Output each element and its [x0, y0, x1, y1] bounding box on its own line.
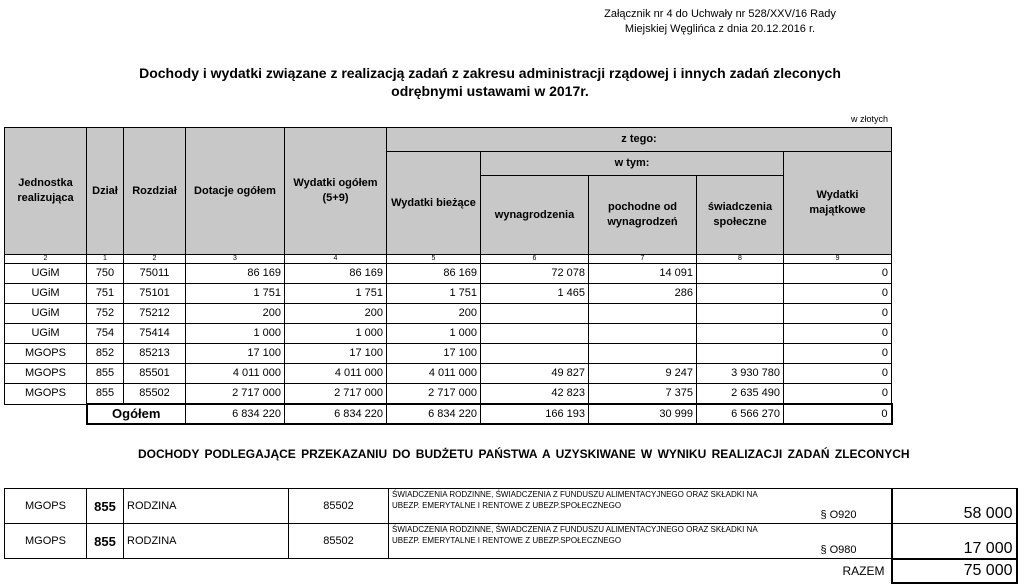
total-dotacje: 6 834 220 [186, 404, 285, 424]
table-row [5, 284, 892, 304]
total-wynagrodzenia: 166 193 [481, 404, 589, 424]
column-number-row [5, 255, 892, 264]
cell-unit: UGiM [5, 304, 87, 324]
cell-dotacje: 200 [186, 304, 285, 324]
currency-unit: w złotych [850, 114, 888, 124]
cell-pochodne: 7 375 [589, 384, 697, 405]
column-number: 3 [186, 255, 285, 264]
header-wynagrodzenia: wynagrodzenia [481, 176, 589, 255]
header-biezace: Wydatki bieżące [387, 152, 481, 255]
cell-wynagrodzenia [481, 344, 589, 364]
title-line-1: Dochody i wydatki związane z realizacją zadań z zakresu administracji rządowej i innych zadań zleconych [139, 65, 841, 81]
total-biezace: 6 834 220 [387, 404, 481, 424]
cell-wynagrodzenia [481, 324, 589, 344]
cell-swiadczenia [697, 344, 784, 364]
income-total-amount: 75 000 [892, 559, 1017, 583]
income-description: ŚWIADCZENIA RODZINNE, ŚWIADCZENIA Z FUNDUSZU ALIMENTACYJNEGO ORAZ SKŁADKI NA UBEZP. EMERYTALNE I RENTOWE Z UBEZP.SPOŁECZNEGO [389, 524, 787, 559]
column-number: 9 [784, 255, 892, 264]
header-majatkowe: Wydatki majątkowe [784, 152, 892, 255]
table-row [5, 364, 892, 384]
cell-wynagrodzenia [481, 304, 589, 324]
cell-dzial: 754 [87, 324, 124, 344]
attachment-note [560, 7, 880, 37]
header-pochodne: pochodne od wynagrodzeń [589, 176, 697, 255]
attachment-line-2: Miejskiej Węglińca z dnia 20.12.2016 r. [624, 23, 816, 35]
cell-wydatki: 1 000 [285, 324, 387, 344]
header-z-tego: z tego: [387, 128, 892, 152]
cell-majatkowe: 0 [784, 324, 892, 344]
income-dzial: 855 [87, 524, 124, 559]
cell-unit: UGiM [5, 324, 87, 344]
column-number: 5 [387, 255, 481, 264]
cell-unit: UGiM [5, 264, 87, 284]
cell-wynagrodzenia: 49 827 [481, 364, 589, 384]
table-row [5, 304, 892, 324]
cell-rozdzial: 75212 [124, 304, 186, 324]
column-number: 2 [124, 255, 186, 264]
total-pochodne: 30 999 [589, 404, 697, 424]
cell-unit: MGOPS [5, 364, 87, 384]
income-amount: 58 000 [892, 489, 1017, 524]
cell-swiadczenia [697, 264, 784, 284]
cell-biezace: 1 751 [387, 284, 481, 304]
income-name: RODZINA [124, 489, 289, 524]
cell-wydatki: 86 169 [285, 264, 387, 284]
column-number: 6 [481, 255, 589, 264]
title-line-2: odrębnymi ustawami w 2017r. [391, 83, 589, 99]
cell-wynagrodzenia: 72 078 [481, 264, 589, 284]
header-w-tym: w tym: [481, 152, 784, 176]
cell-pochodne: 9 247 [589, 364, 697, 384]
income-total-row [5, 559, 1017, 583]
column-number: 7 [589, 255, 697, 264]
cell-rozdzial: 85502 [124, 384, 186, 405]
income-paragraph: § O980 [787, 524, 892, 559]
cell-wydatki: 200 [285, 304, 387, 324]
cell-dotacje: 4 011 000 [186, 364, 285, 384]
cell-wydatki: 2 717 000 [285, 384, 387, 405]
total-majatkowe: 0 [784, 404, 892, 424]
income-row [5, 524, 1017, 559]
cell-biezace: 17 100 [387, 344, 481, 364]
total-wydatki: 6 834 220 [285, 404, 387, 424]
cell-wydatki: 17 100 [285, 344, 387, 364]
cell-biezace: 1 000 [387, 324, 481, 344]
cell-wydatki: 1 751 [285, 284, 387, 304]
cell-rozdzial: 75011 [124, 264, 186, 284]
cell-dotacje: 86 169 [186, 264, 285, 284]
income-paragraph: § O920 [787, 489, 892, 524]
cell-dzial: 750 [87, 264, 124, 284]
header-wydatki-ogolem: Wydatki ogółem (5+9) [285, 128, 387, 255]
total-swiadczenia: 6 566 270 [697, 404, 784, 424]
income-total-label: RAZEM [842, 563, 885, 578]
cell-pochodne [589, 324, 697, 344]
cell-unit: MGOPS [5, 384, 87, 405]
column-number: 2 [5, 255, 87, 264]
cell-biezace: 86 169 [387, 264, 481, 284]
income-table [4, 488, 1018, 584]
cell-majatkowe: 0 [784, 384, 892, 405]
cell-swiadczenia: 2 635 490 [697, 384, 784, 405]
income-unit: MGOPS [5, 524, 87, 559]
cell-dzial: 855 [87, 364, 124, 384]
header-unit: Jednostka realizująca [5, 128, 87, 255]
table-row [5, 384, 892, 405]
income-name: RODZINA [124, 524, 289, 559]
income-rozdzial: 85502 [289, 489, 389, 524]
cell-dzial: 855 [87, 384, 124, 405]
cell-dotacje: 2 717 000 [186, 384, 285, 405]
income-unit: MGOPS [5, 489, 87, 524]
cell-majatkowe: 0 [784, 284, 892, 304]
column-number: 1 [87, 255, 124, 264]
cell-pochodne [589, 304, 697, 324]
table-row [5, 344, 892, 364]
cell-wydatki: 4 011 000 [285, 364, 387, 384]
income-row [5, 489, 1017, 524]
cell-pochodne: 14 091 [589, 264, 697, 284]
cell-rozdzial: 75101 [124, 284, 186, 304]
cell-dzial: 852 [87, 344, 124, 364]
cell-rozdzial: 85501 [124, 364, 186, 384]
cell-pochodne: 286 [589, 284, 697, 304]
cell-majatkowe: 0 [784, 264, 892, 284]
document-title [0, 64, 980, 100]
cell-swiadczenia [697, 284, 784, 304]
header-dotacje: Dotacje ogółem [186, 128, 285, 255]
attachment-line-1: Załącznik nr 4 do Uchwały nr 528/XXV/16 Rady [604, 8, 836, 20]
table-row [5, 264, 892, 284]
income-section-title: DOCHODY PODLEGAJĄCE PRZEKAZANIU DO BUDŻETU PAŃSTWA A UZYSKIWANE W WYNIKU REALIZACJI ZADAŃ ZLECONYCH [138, 447, 910, 461]
cell-biezace: 4 011 000 [387, 364, 481, 384]
cell-wynagrodzenia: 1 465 [481, 284, 589, 304]
column-number: 4 [285, 255, 387, 264]
cell-swiadczenia: 3 930 780 [697, 364, 784, 384]
header-swiadczenia: świadczenia społeczne [697, 176, 784, 255]
table-row [5, 324, 892, 344]
cell-rozdzial: 75414 [124, 324, 186, 344]
cell-unit: UGiM [5, 284, 87, 304]
column-number: 8 [697, 255, 784, 264]
income-dzial: 855 [87, 489, 124, 524]
total-label: Ogółem [87, 404, 186, 424]
income-description: ŚWIADCZENIA RODZINNE, ŚWIADCZENIA Z FUNDUSZU ALIMENTACYJNEGO ORAZ SKŁADKI NA UBEZP. EMERYTALNE I RENTOWE Z UBEZP.SPOŁECZNEGO [389, 489, 787, 524]
cell-majatkowe: 0 [784, 364, 892, 384]
cell-wynagrodzenia: 42 823 [481, 384, 589, 405]
cell-dzial: 751 [87, 284, 124, 304]
cell-dotacje: 1 000 [186, 324, 285, 344]
expenses-table [4, 127, 893, 425]
cell-biezace: 2 717 000 [387, 384, 481, 405]
header-dzial: Dział [87, 128, 124, 255]
cell-dotacje: 17 100 [186, 344, 285, 364]
cell-swiadczenia [697, 324, 784, 344]
income-amount: 17 000 [892, 524, 1017, 559]
cell-rozdzial: 85213 [124, 344, 186, 364]
header-rozdzial: Rozdział [124, 128, 186, 255]
cell-dzial: 752 [87, 304, 124, 324]
cell-dotacje: 1 751 [186, 284, 285, 304]
cell-unit: MGOPS [5, 344, 87, 364]
cell-majatkowe: 0 [784, 344, 892, 364]
cell-biezace: 200 [387, 304, 481, 324]
total-row [5, 404, 892, 424]
income-rozdzial: 85502 [289, 524, 389, 559]
cell-majatkowe: 0 [784, 304, 892, 324]
cell-swiadczenia [697, 304, 784, 324]
cell-pochodne [589, 344, 697, 364]
